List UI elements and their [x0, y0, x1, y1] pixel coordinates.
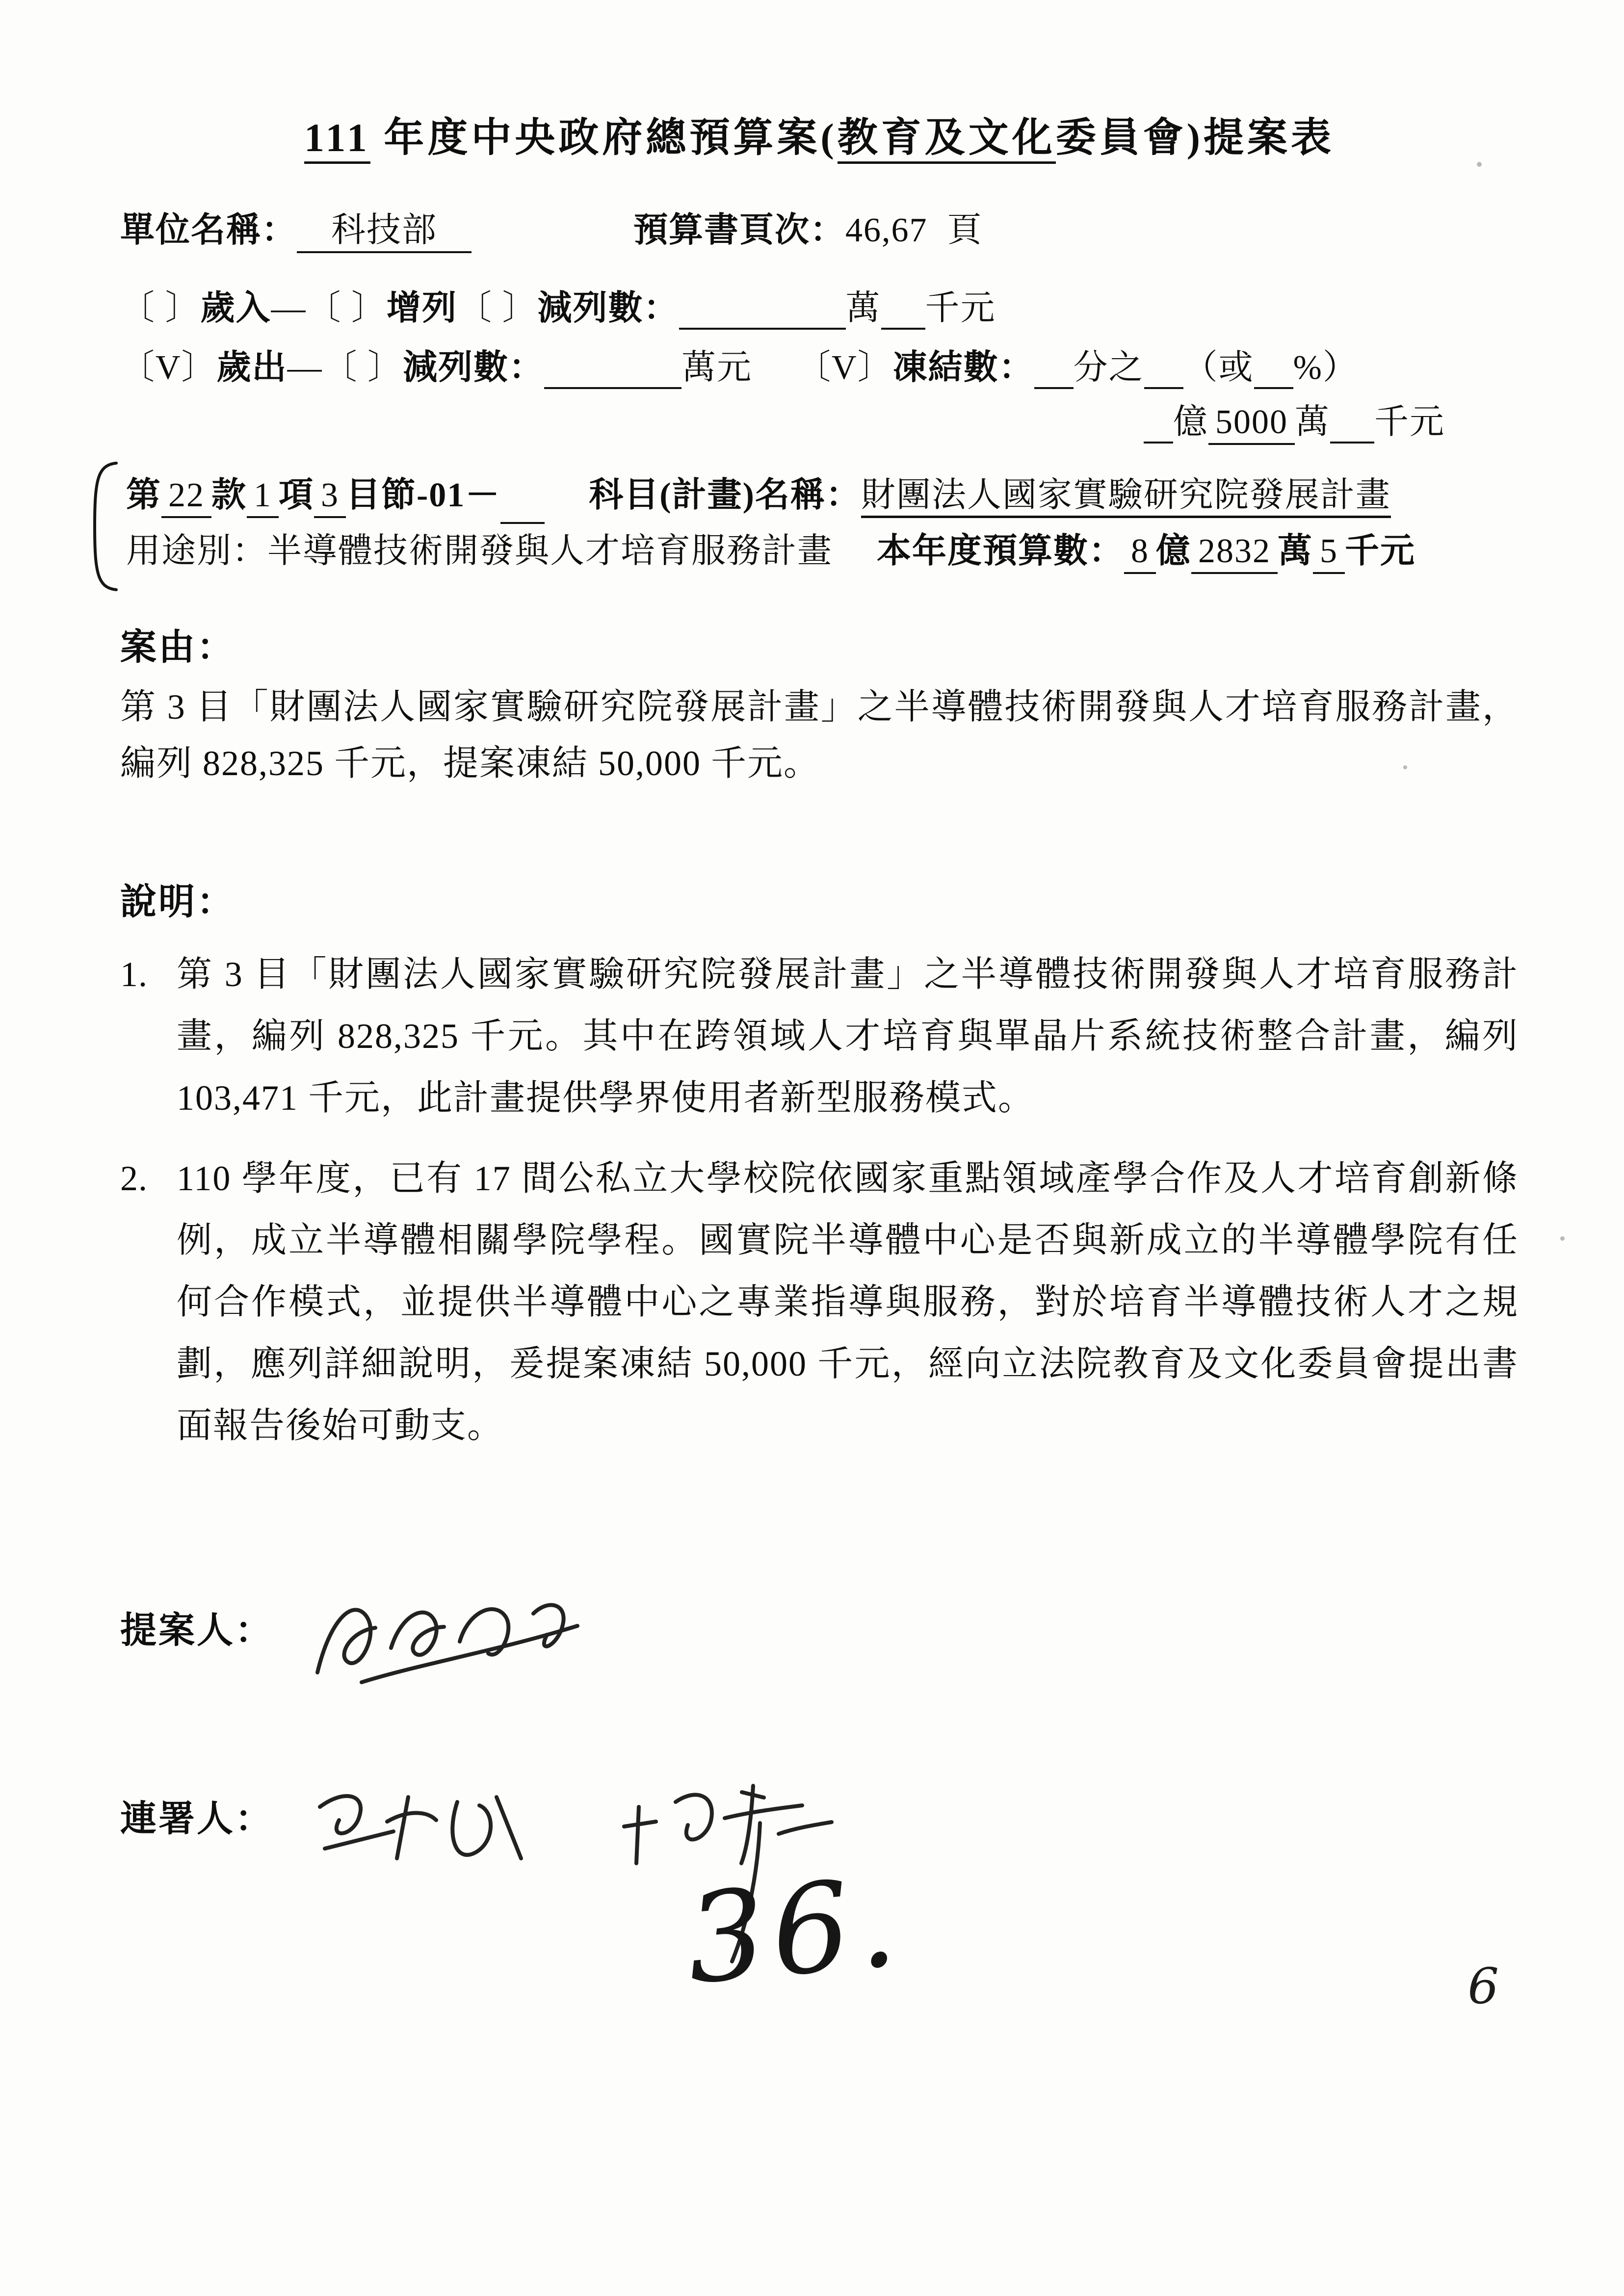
- left-bracket-icon: [88, 460, 122, 593]
- title-mid: 年度中央政府總預算案(: [370, 115, 838, 160]
- freeze-thousand-blank: [1330, 408, 1374, 444]
- subject-label: 科目(計畫)名稱：: [589, 476, 861, 514]
- freeze-denominator-blank: [1144, 354, 1183, 389]
- revenue-checkbox: 〔 〕: [120, 289, 201, 327]
- explanation-item-2: [120, 1148, 1519, 1457]
- freeze-checkbox-checked: 〔V〕: [796, 349, 893, 387]
- budget-item-block: [126, 468, 1519, 579]
- scan-artifact: [1477, 162, 1482, 167]
- usage-row: [126, 524, 1519, 579]
- proposer-signature: [303, 1587, 607, 1709]
- budget-yi-unit: 億: [1156, 532, 1191, 570]
- budget-qian-unit: 千元: [1345, 532, 1415, 570]
- expense-dash: —: [287, 349, 323, 387]
- freeze-yi-unit: 億: [1173, 403, 1208, 441]
- budget-book-page-value: 46,67: [845, 211, 928, 249]
- freeze-fraction-label: 分之: [1073, 349, 1144, 387]
- case-heading: 案由：: [120, 627, 235, 668]
- revenue-amount-blank: [679, 294, 846, 330]
- freeze-wan-unit: 萬: [1295, 403, 1330, 441]
- increase-label: 增列: [387, 289, 457, 327]
- unit-name-label: 單位名稱：: [120, 211, 297, 249]
- title-year: 111: [304, 115, 370, 164]
- explanation-item-1-text: 第 3 目「財團法人國家實驗研究院發展計畫」之半導體技術開發與人才培育服務計畫，編列 828,325 千元。其中在跨領域人才培育與單晶片系統技術整合計畫，編列 103,471 千元，此計畫提供學界使用者新型服務模式。: [177, 955, 1519, 1118]
- revenue-label: 歲入: [200, 289, 271, 327]
- item-mu-number: 3: [314, 476, 346, 518]
- expense-label: 歲出: [216, 349, 288, 387]
- decrease-amount-label: 減列數：: [537, 289, 679, 327]
- document-title: [120, 105, 1519, 163]
- usage-label: 用途別：: [126, 532, 267, 570]
- explanation-item-1: [120, 943, 1519, 1129]
- cosigner-label: 連署人：: [120, 1799, 273, 1840]
- expense-decrease-checkbox: 〔 〕: [322, 349, 403, 387]
- handwritten-page-mark: 36.: [681, 1850, 909, 2011]
- freeze-yi-blank: [1144, 408, 1173, 444]
- cosigner-signature-1: [303, 1775, 548, 1902]
- item-kuan-number: 22: [161, 476, 211, 518]
- usage-value: 半導體技術開發與人才培育服務計畫: [267, 532, 833, 570]
- item-kuan: 款: [211, 476, 247, 514]
- explanation-item-1-number: 1.: [120, 955, 148, 994]
- explanation-item-2-text: 110 學年度，已有 17 間公私立大學校院依國家重點領域產學合作及人才培育創新條例，成立半導體相關學院學程。國實院半導體中心是否與新成立的半導體學院有任何合作模式，並提供半導體中心之專業指導與服務，對於培育半導體技術人才之規劃，應列詳細說明，爰提案凍結 50,000 千元，經向立法院教育及文化委員會提出書面報告後始可動支。: [177, 1159, 1519, 1446]
- freeze-or-open: （或: [1183, 349, 1254, 387]
- title-tail: 委員會)提案表: [1055, 115, 1335, 160]
- revenue-thousand-unit: 千元: [925, 289, 996, 327]
- increase-checkbox: 〔 〕: [306, 289, 387, 327]
- revenue-dash: —: [271, 289, 307, 327]
- budget-book-page-suffix: 頁: [947, 211, 983, 249]
- decrease-checkbox: 〔 〕: [457, 289, 538, 327]
- budget-wan-unit: 萬: [1278, 532, 1313, 570]
- unit-name-value: 科技部: [297, 211, 471, 253]
- freeze-percent-close: %）: [1293, 349, 1358, 387]
- expense-checkbox-checked: 〔V〕: [120, 349, 217, 387]
- explanation-item-2-number: 2.: [120, 1159, 148, 1199]
- budget-book-page-label: 預算書頁次：: [633, 211, 845, 249]
- budget-yi-number: 8: [1124, 532, 1156, 574]
- explanation-list: [120, 943, 1519, 1457]
- item-mu-jie: 目節-01－: [346, 476, 501, 514]
- scan-artifact: [1403, 765, 1407, 769]
- proposer-label: 提案人：: [120, 1611, 273, 1651]
- document-content: [120, 105, 1519, 1981]
- item-xiang-number: 1: [247, 476, 279, 518]
- page-number: 6: [1467, 1957, 1499, 2015]
- budget-wan-number: 2832: [1191, 532, 1278, 574]
- item-code-row: [126, 468, 1519, 524]
- proposer-row: [120, 1587, 1519, 1709]
- item-di: 第: [126, 476, 161, 514]
- freeze-amount-value: 5000: [1208, 403, 1295, 445]
- case-body: 第 3 目「財團法人國家實驗研究院發展計畫」之半導體技術開發與人才培育服務計畫，編列 828,325 千元，提案凍結 50,000 千元。: [120, 687, 1519, 783]
- freeze-numerator-blank: [1034, 354, 1074, 389]
- subject-value: 財團法人國家實驗研究院發展計畫: [861, 476, 1391, 518]
- expense-line: [120, 339, 1519, 389]
- revenue-line: [120, 280, 1519, 330]
- item-xiang: 項: [279, 476, 314, 514]
- item-code-blank: [500, 489, 545, 524]
- freeze-thousand-unit: 千元: [1374, 403, 1445, 441]
- expense-amount-blank: [544, 354, 681, 389]
- budget-qian-number: 5: [1313, 532, 1345, 574]
- unit-line: [120, 202, 1519, 252]
- freeze-percent-blank: [1254, 354, 1293, 389]
- freeze-amount-label: 凍結數：: [892, 349, 1034, 387]
- revenue-thousand-blank: [881, 294, 925, 330]
- expense-decrease-label: 減列數：: [403, 349, 545, 387]
- freeze-amount-line: [120, 394, 1519, 444]
- title-committee: 教育及文化: [838, 115, 1056, 164]
- scan-artifact: [1560, 1236, 1565, 1241]
- revenue-wan-unit: 萬: [845, 289, 881, 327]
- annual-budget-label: 本年度預算數：: [877, 532, 1124, 570]
- explanation-heading: 說明：: [120, 882, 235, 923]
- expense-wan-unit: 萬元: [681, 349, 753, 387]
